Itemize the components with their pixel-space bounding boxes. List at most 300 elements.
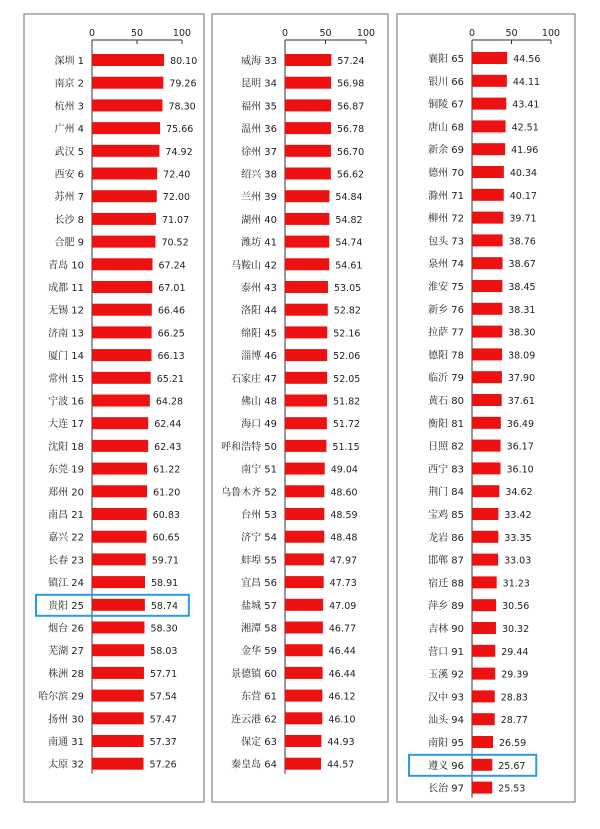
category-label: 滁州 71 [428,190,464,202]
value-label: 67.01 [158,283,186,294]
bar-row [241,576,357,589]
value-label: 25.67 [498,760,526,772]
bar-row [48,372,184,385]
x-tick-label: 0 [88,28,96,39]
bar [92,77,163,89]
category-label: 营口 91 [428,646,464,658]
value-label: 61.22 [153,464,181,476]
category-label: 龙岩 86 [428,532,464,544]
bar [92,349,152,361]
bar-row [428,508,532,521]
bar [285,644,323,656]
bar [92,258,153,270]
value-label: 52.82 [333,305,361,317]
value-label: 48.48 [330,532,358,544]
value-label: 38.45 [508,282,536,293]
value-label: 30.32 [501,624,530,635]
bar-row [428,52,540,65]
bar-row [241,122,364,135]
category-label: 常州 15 [48,373,84,385]
bar [472,52,507,64]
category-label: 西安 6 [54,169,84,181]
bar-row [428,189,537,202]
bar-row [231,667,356,680]
value-label: 46.44 [328,668,356,680]
bar-row [48,440,181,453]
bar-row [54,99,195,112]
bar [472,348,502,360]
bar [92,667,144,679]
category-label: 烟台 26 [48,623,84,635]
value-label: 57.71 [149,668,178,680]
bar [92,644,144,656]
bar [285,622,323,634]
bar [92,395,150,407]
category-label: 玉溪 92 [428,669,464,681]
value-label: 57.26 [149,759,177,771]
value-label: 34.62 [505,487,533,499]
value-label: 62.44 [154,419,182,431]
value-label: 71.07 [161,214,190,226]
category-label: 日照 82 [428,441,464,453]
bar [285,463,325,475]
bar-row [241,77,364,90]
bar-row [428,485,532,498]
bar-row [54,168,190,181]
bar [285,213,329,225]
category-label: 石家庄 47 [231,373,277,385]
value-label: 58.91 [151,578,179,590]
category-label: 温州 36 [241,124,277,136]
value-label: 33.42 [504,510,532,521]
category-label: 成都 11 [48,283,84,294]
category-label: 衡阳 81 [428,418,464,430]
category-label: 宁波 16 [48,396,84,408]
value-label: 43.41 [512,99,540,111]
bar [92,304,152,316]
value-label: 26.59 [499,738,527,749]
category-label: 唐山 68 [428,122,464,134]
bar-row [241,622,356,635]
value-label: 54.61 [335,260,363,272]
value-label: 38.67 [508,259,536,271]
bar [92,712,144,724]
value-label: 58.03 [150,646,178,658]
bar-row [54,190,190,203]
bar-row [241,553,357,566]
bar-row [241,349,360,362]
category-label: 秦皇岛 64 [231,759,277,771]
value-label: 54.84 [335,192,363,204]
category-label: 太原 32 [48,759,84,771]
value-label: 57.54 [149,691,177,703]
bar [285,440,326,452]
bar-row [48,485,180,498]
bar-row [428,713,528,726]
bar [285,281,328,293]
bar [472,166,504,178]
value-label: 54.82 [335,214,363,226]
bar [285,508,324,520]
bar-row [54,236,188,249]
bar-row [54,213,189,226]
category-label: 青岛 10 [48,260,84,272]
bar-row [221,440,360,453]
bar-row [241,168,364,181]
value-label: 72.40 [163,169,191,181]
bar-row [241,236,362,249]
bar [92,326,152,338]
value-label: 57.37 [149,737,177,748]
bar-row [428,280,535,293]
value-label: 38.76 [508,236,536,248]
value-label: 65.21 [156,373,184,385]
bar [92,281,152,293]
category-label: 连云港 62 [231,714,277,726]
bar [92,236,155,248]
value-label: 56.98 [337,78,365,90]
bar [92,168,157,180]
value-label: 57.24 [337,56,365,67]
bar [92,735,144,747]
value-label: 49.04 [330,464,358,476]
category-label: 厦门 14 [48,351,84,363]
bar-row [231,758,354,771]
category-label: 杭州 3 [54,101,84,113]
value-label: 58.30 [150,623,178,635]
bar [92,99,162,111]
bar [472,257,503,269]
bar [472,462,501,474]
bar-row [428,143,538,156]
value-label: 48.59 [330,510,358,521]
value-label: 39.71 [509,213,537,225]
value-label: 51.72 [332,419,361,431]
bar-row [241,281,361,294]
bar [285,122,331,134]
bar-row [48,349,185,362]
bar [285,372,327,384]
value-label: 31.23 [502,578,530,590]
value-label: 38.31 [508,304,536,316]
value-label: 52.06 [333,351,361,363]
bar-row [48,531,180,544]
bar-row [428,257,536,270]
bar [472,143,505,155]
bar-row [428,690,528,703]
category-label: 铜陵 67 [428,99,464,111]
bar-row [428,554,531,567]
bar-row [428,75,540,88]
value-label: 44.93 [327,737,355,748]
category-label: 盐城 57 [241,600,277,612]
bar-row [231,372,360,385]
value-label: 44.11 [512,76,541,88]
bar [285,531,324,543]
value-label: 60.65 [152,532,180,544]
bar [285,145,331,157]
category-label: 济南 13 [48,328,84,340]
bar [472,394,502,406]
bar [472,120,506,132]
value-label: 78.30 [168,101,196,113]
value-label: 44.56 [513,54,541,65]
bar-row [428,622,529,635]
bar [285,349,327,361]
category-label: 蚌埠 55 [241,555,277,567]
bar-row [241,690,355,703]
bar-row [221,485,357,498]
bar-row [241,326,360,339]
bar [472,234,503,246]
bar-row [428,98,539,111]
bar [472,622,496,634]
value-label: 51.15 [332,441,360,453]
bar-row [48,712,177,725]
bar [92,122,160,134]
bar-row [48,667,177,680]
x-tick-label: 100 [356,28,376,39]
bar [285,395,327,407]
category-label: 郑州 20 [48,487,84,499]
value-label: 36.49 [506,418,535,430]
category-label: 邯郸 87 [428,555,464,567]
bar [472,782,492,794]
bar-row [428,212,536,225]
bar [285,258,329,270]
value-label: 56.87 [337,101,365,113]
bar [92,553,146,565]
category-label: 贵阳 25 [48,600,84,612]
bar [472,212,503,224]
bar [285,712,322,724]
bar [472,417,501,429]
bar [472,736,493,748]
bar-row [428,736,526,749]
category-label: 汉中 93 [428,692,464,704]
value-label: 38.09 [508,350,536,362]
bar-row [231,258,362,271]
value-label: 47.97 [329,555,358,567]
category-label: 西宁 83 [428,464,464,476]
bar [472,98,506,110]
bar [285,168,331,180]
category-label: 德阳 78 [428,350,464,362]
category-label: 威海 33 [241,56,277,67]
category-label: 保定 63 [241,737,277,748]
bar [285,553,324,565]
category-label: 南宁 51 [241,464,277,476]
bar-row [54,145,192,158]
bar-row [428,462,534,475]
category-label: 福州 35 [241,101,277,113]
bar [472,713,495,725]
value-label: 80.10 [170,56,198,67]
value-label: 75.66 [166,124,194,136]
bar-row [428,234,536,247]
bar [92,54,164,66]
category-label: 新余 69 [428,145,464,157]
bar [92,213,156,225]
value-label: 40.34 [509,168,538,179]
value-label: 46.44 [328,646,356,658]
bar [285,485,324,497]
bar-row [48,735,177,748]
value-label: 42.51 [511,122,539,134]
bar-row [428,120,539,133]
category-label: 荆门 84 [428,487,464,499]
bar [472,668,495,680]
value-label: 70.52 [161,237,189,249]
category-label: 佛山 48 [241,396,277,408]
value-label: 41.96 [511,145,539,157]
value-label: 37.61 [507,396,535,407]
chart-panel-1 [24,14,204,802]
value-label: 66.46 [157,305,186,317]
value-label: 62.43 [154,441,182,453]
category-label: 绵阳 45 [241,328,277,340]
bar-row [428,440,534,453]
bar-row [48,326,185,339]
value-label: 79.26 [169,78,197,90]
category-label: 合肥 9 [54,237,84,249]
bar-row [428,394,535,407]
category-label: 泉州 74 [428,259,464,271]
category-label: 嘉兴 22 [48,532,84,544]
value-label: 33.35 [504,532,532,544]
bar [285,735,321,747]
bar [472,485,499,497]
category-label: 徐州 37 [241,146,277,158]
category-label: 沈阳 18 [48,441,84,453]
bar [285,758,321,770]
bar-row [428,782,525,795]
category-label: 南通 31 [48,737,84,748]
bar [92,758,144,770]
value-label: 58.74 [150,600,179,612]
bar-row [54,54,197,67]
category-label: 济宁 54 [241,532,277,544]
bar [92,145,159,157]
value-label: 48.60 [330,487,358,499]
bar-row [48,508,180,521]
category-label: 长春 23 [48,555,84,567]
bar-row [241,99,364,112]
bar-row [48,281,185,294]
category-label: 苏州 7 [54,192,84,204]
bar [472,371,502,383]
bar-row [231,712,355,725]
category-label: 湘潭 58 [241,623,277,635]
value-label: 52.05 [333,373,361,385]
x-tick-label: 50 [130,28,144,39]
bar [472,508,498,520]
bar [472,440,501,452]
value-label: 46.10 [328,714,356,726]
value-label: 38.30 [508,327,536,339]
value-label: 29.44 [501,646,529,658]
bar-row [48,304,185,317]
bar-row [241,417,360,430]
category-label: 乌鲁木齐 52 [221,487,277,499]
bar-row [428,576,530,589]
chart-panel-3 [397,14,575,802]
bar [285,236,329,248]
category-label: 广州 4 [54,124,84,136]
bar [472,531,498,543]
bar [472,645,495,657]
bar [92,599,145,611]
bar-row [241,463,358,476]
category-label: 长治 97 [428,783,464,795]
bar [92,440,148,452]
bar [285,190,329,202]
bar-row [48,553,179,566]
category-label: 台州 53 [241,510,277,521]
category-label: 株洲 28 [48,668,84,680]
category-label: 大连 17 [48,419,84,431]
bar [92,690,144,702]
category-label: 淄博 46 [241,351,277,363]
value-label: 53.05 [333,283,362,294]
value-label: 74.92 [165,146,193,158]
value-label: 67.24 [158,260,186,272]
category-label: 长沙 8 [54,214,84,226]
chart-panel-2 [212,14,388,802]
category-label: 吉林 90 [428,624,464,635]
bar-row [48,395,183,408]
category-label: 绍兴 38 [241,169,277,181]
category-label: 黄石 80 [428,396,464,407]
category-label: 萍乡 89 [428,601,464,613]
category-label: 东莞 19 [48,464,84,476]
category-label: 南京 2 [54,78,84,90]
x-tick-label: 50 [319,28,332,39]
category-label: 金华 59 [241,646,277,658]
value-label: 51.82 [332,396,361,408]
x-tick-label: 50 [505,28,518,39]
value-label: 59.71 [151,555,179,567]
bar [285,326,327,338]
bar [285,54,331,66]
value-label: 28.83 [500,692,528,704]
bar-row [38,690,177,703]
category-label: 泰州 43 [241,283,277,294]
bar [285,576,324,588]
value-label: 47.73 [329,578,357,590]
category-label: 宝鸡 85 [428,510,464,521]
category-label: 东营 61 [241,691,277,703]
bar-row [241,531,357,544]
category-label: 南阳 95 [428,738,464,749]
category-label: 拉萨 77 [428,327,464,339]
bar-row [241,213,363,226]
bar [285,690,322,702]
bar-row [241,644,356,657]
bar-row [428,645,528,658]
value-label: 36.17 [506,441,534,453]
category-label: 南昌 21 [48,510,84,521]
bar [472,599,496,611]
bar-row [241,190,363,203]
bar-row [241,735,355,748]
value-label: 28.77 [500,715,528,727]
value-label: 52.16 [333,328,361,340]
bar [92,417,148,429]
value-label: 25.53 [498,783,526,795]
x-tick-label: 0 [281,28,289,39]
category-label: 深圳 1 [54,56,84,67]
